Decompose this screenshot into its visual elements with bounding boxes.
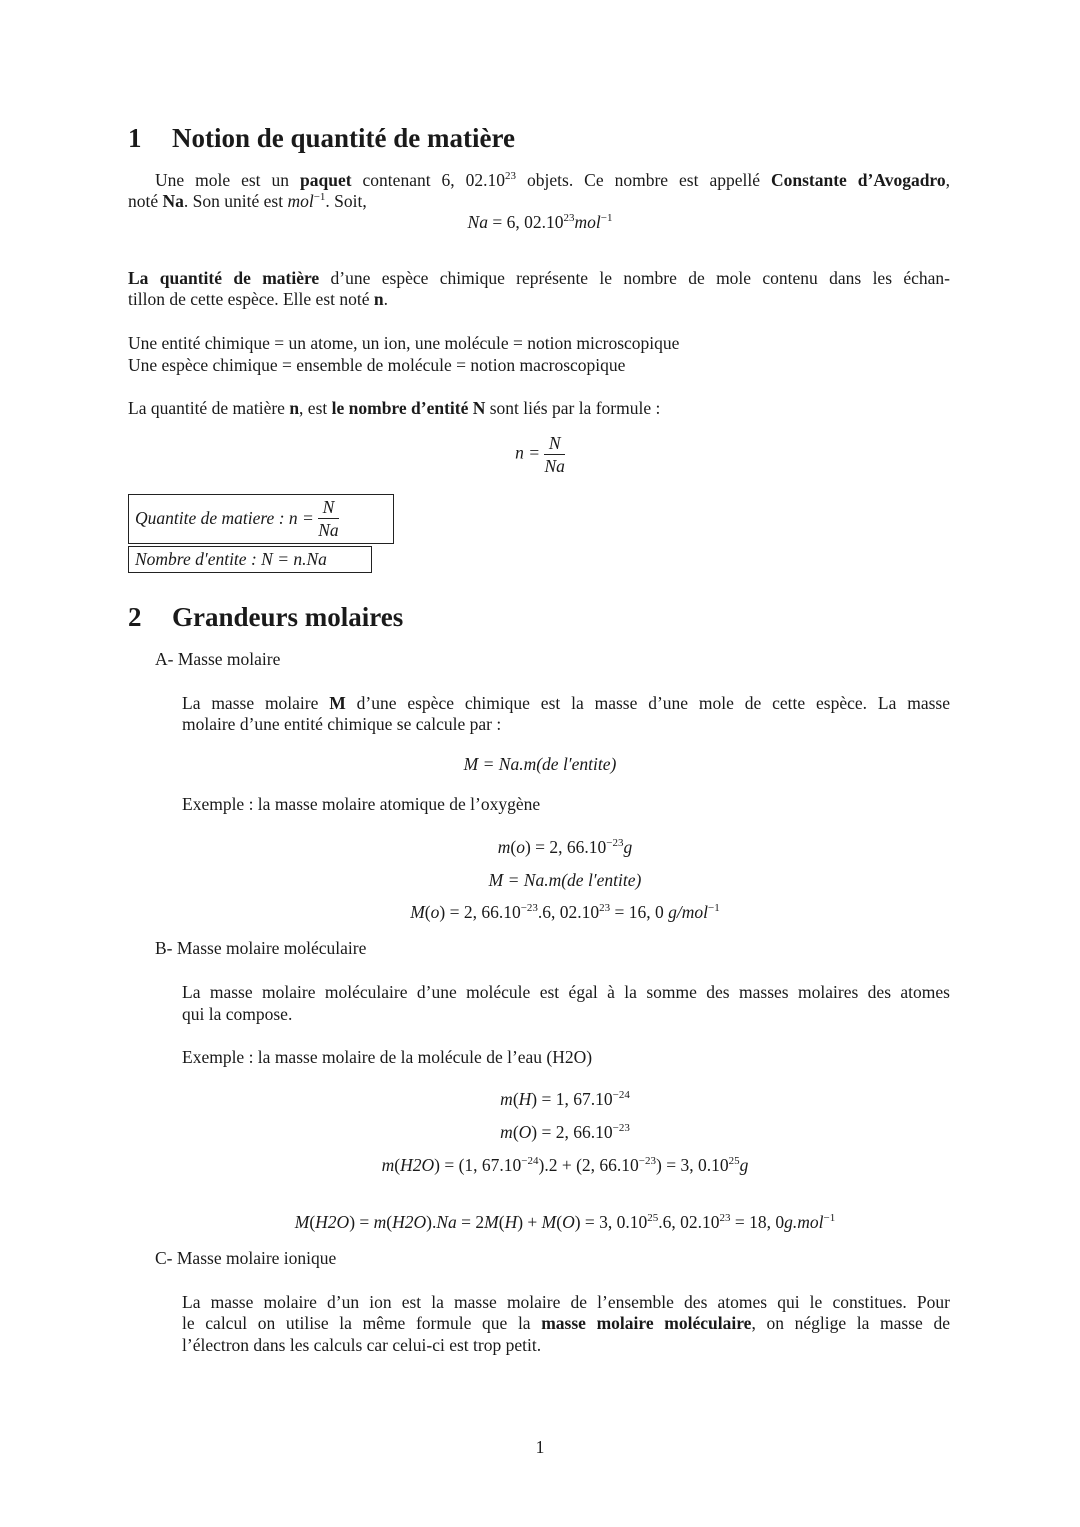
equation <box>0 870 1080 891</box>
equation <box>0 902 1080 923</box>
text-run: = 16, 0 <box>610 902 669 922</box>
example-label: Exemple : la masse molaire atomique de l’oxygène <box>182 794 541 814</box>
fraction <box>318 496 338 541</box>
text-run: , est <box>299 398 332 418</box>
text-run: g/mol <box>668 902 709 922</box>
text-run: M = Na.m(de l′entite) <box>488 870 642 890</box>
text-run: o <box>516 837 525 857</box>
text-run: ) = 3, 0.10 <box>574 1212 648 1232</box>
text-run: 23 <box>599 902 611 914</box>
text-run: ). <box>426 1212 437 1232</box>
text-run: Na <box>436 1212 457 1232</box>
text-run: 23 <box>505 170 517 182</box>
text-run: , on néglige la masse de <box>751 1313 950 1333</box>
text-run: = 2 <box>456 1212 485 1232</box>
numerator: N <box>544 432 564 455</box>
section-2-title: Grandeurs molaires <box>172 602 404 632</box>
species-definition: Une espèce chimique = ensemble de molécule = notion macroscopique <box>128 355 626 375</box>
entity-definition: Une entité chimique = un atome, un ion, une molécule = notion microscopique <box>128 333 680 353</box>
denominator: Na <box>318 520 339 540</box>
text-run: g <box>623 837 633 857</box>
text-run: m <box>381 1155 395 1175</box>
molecular-mass-paragraph-line: qui la compose. <box>182 1004 293 1024</box>
text-run: M <box>410 902 425 922</box>
text-run: ( <box>510 837 517 857</box>
equation <box>0 1212 1080 1233</box>
ionic-mass-paragraph-line: l’électron dans les calculs car celui-ci est trop petit. <box>182 1335 542 1355</box>
equation <box>0 1089 1080 1110</box>
text-run: , <box>945 170 951 190</box>
text-run: O <box>562 1212 575 1232</box>
text-run: ) = 2, 66.10 <box>439 902 521 922</box>
text-run: tillon de cette espèce. Elle est noté <box>128 289 374 309</box>
ionic-mass-paragraph-line <box>182 1313 950 1334</box>
text-run: m <box>497 837 511 857</box>
molar-mass-paragraph-line <box>182 693 950 714</box>
text-run: −23 <box>520 902 538 914</box>
text-run: O <box>518 1122 532 1142</box>
text-run: −23 <box>638 1155 657 1167</box>
text-run: d’une espèce chimique est la masse d’une mole de cette espèce. La masse <box>345 693 950 713</box>
text-run: H <box>518 1089 532 1109</box>
n-formula <box>0 432 1080 477</box>
example-label: Exemple : la masse molaire de la molécule de l’eau (H2O) <box>182 1047 593 1067</box>
text-run: le calcul on utilise la même formule que la <box>182 1313 542 1333</box>
text-run: n <box>373 289 384 309</box>
text-run: M <box>294 1212 310 1232</box>
text-run: g <box>739 1155 749 1175</box>
text-run: ( <box>512 1122 519 1142</box>
text-run: −23 <box>612 1122 630 1134</box>
equation <box>0 837 1080 858</box>
formula-intro <box>128 398 660 419</box>
text-run: ( <box>498 1212 505 1232</box>
text-run: ) = (1, 67.10 <box>434 1155 522 1175</box>
text-run: sont liés par la formule : <box>485 398 661 418</box>
text-run: −1 <box>313 191 326 203</box>
text-run: ).2 + (2, 66.10 <box>538 1155 639 1175</box>
section-2-number: 2 <box>128 602 142 632</box>
text-run: m <box>500 1122 513 1142</box>
avogadro-paragraph-line <box>128 191 367 212</box>
text-run: M <box>484 1212 499 1232</box>
text-run: le nombre d’entité N <box>331 398 486 418</box>
text-run: −1 <box>823 1212 836 1224</box>
text-run: −24 <box>521 1155 539 1167</box>
n-formula-lhs: n = <box>515 442 541 463</box>
text-run: ) = 1, 67.10 <box>531 1089 613 1109</box>
text-run: = 18, 0 <box>730 1212 785 1232</box>
text-run: contenant 6, 02.10 <box>351 170 506 190</box>
subsection-c-label: C- Masse molaire ionique <box>155 1248 337 1268</box>
text-run: ) = 2, 66.10 <box>524 837 607 857</box>
text-run: −23 <box>606 837 624 849</box>
text-run: m <box>373 1212 387 1232</box>
entity-formula-box <box>128 546 372 573</box>
text-run: mol <box>574 212 601 232</box>
text-run: masse molaire moléculaire <box>541 1313 752 1333</box>
text-run: ) = <box>349 1212 374 1232</box>
quantity-formula-box <box>128 494 394 544</box>
text-run: ( <box>512 1089 519 1109</box>
text-run: La masse molaire <box>182 693 330 713</box>
text-run: 25 <box>647 1212 659 1224</box>
text-run: ( <box>309 1212 316 1232</box>
text-run: m <box>500 1089 513 1109</box>
text-run: H <box>504 1212 518 1232</box>
text-run: Na <box>467 212 488 232</box>
text-run: ) = 2, 66.10 <box>531 1122 613 1142</box>
text-run: paquet <box>300 170 352 190</box>
text-run: d’une espèce chimique représente le nombre de mole contenu dans les échan- <box>319 268 950 288</box>
text-run: H2O <box>315 1212 350 1232</box>
page-number: 1 <box>535 1437 545 1457</box>
equation <box>0 1122 1080 1143</box>
text-run: 23 <box>563 212 575 224</box>
denominator: Na <box>544 456 565 476</box>
box-text: Nombre d′entite : N = n.Na <box>135 549 327 569</box>
text-run: . Son unité est <box>183 191 288 211</box>
ionic-mass-paragraph-line: La masse molaire d’un ion est la masse molaire de l’ensemble des atomes qui le constitues. Pour <box>182 1292 950 1312</box>
text-run: ) + <box>517 1212 542 1232</box>
text-run: noté <box>128 191 163 211</box>
text-run: La quantité de matière <box>128 398 290 418</box>
text-run: mol <box>287 191 314 211</box>
text-run: M = Na.m(de l′entite) <box>463 754 617 774</box>
text-run: H2O <box>392 1212 427 1232</box>
text-run: −1 <box>600 212 613 224</box>
text-run: n <box>289 398 300 418</box>
text-run: ( <box>386 1212 393 1232</box>
quantity-definition-line <box>128 289 388 310</box>
numerator: N <box>318 496 338 519</box>
section-1-number: 1 <box>128 123 142 153</box>
text-run: Constante d’Avogadro <box>770 170 946 190</box>
text-run: −1 <box>708 902 720 914</box>
text-run: La quantité de matière <box>128 268 320 288</box>
fraction <box>544 432 564 477</box>
text-run: .6, 02.10 <box>537 902 600 922</box>
avogadro-paragraph-line <box>155 170 950 191</box>
quantity-definition-line <box>128 268 950 289</box>
text-run: o <box>430 902 440 922</box>
text-run: 23 <box>719 1212 731 1224</box>
molar-mass-equation <box>0 754 1080 775</box>
text-run: H2O <box>400 1155 435 1175</box>
subsection-a-label: A- Masse molaire <box>155 649 281 669</box>
text-run: 25 <box>728 1155 740 1167</box>
text-run: Une mole est un <box>155 170 301 190</box>
section-1-title: Notion de quantité de matière <box>172 123 515 153</box>
text-run: ( <box>394 1155 401 1175</box>
text-run: . <box>383 289 388 309</box>
text-run: M <box>329 693 346 713</box>
text-run: ( <box>556 1212 563 1232</box>
equation <box>0 1155 1080 1176</box>
text-run: .6, 02.10 <box>658 1212 720 1232</box>
text-run: Na <box>162 191 184 211</box>
text-run: −24 <box>612 1089 630 1101</box>
text-run: g.mol <box>784 1212 824 1232</box>
molar-mass-paragraph-line: molaire d’une entité chimique se calcule par : <box>182 714 502 734</box>
subsection-b-label: B- Masse molaire moléculaire <box>155 938 367 958</box>
text-run: M <box>541 1212 557 1232</box>
text-run: ( <box>424 902 431 922</box>
text-run: ) = 3, 0.10 <box>656 1155 729 1175</box>
molecular-mass-paragraph-line: La masse molaire moléculaire d’une molécule est égal à la somme des masses molaires des atomes <box>182 982 950 1002</box>
avogadro-equation <box>0 212 1080 233</box>
text-run: objets. Ce nombre est appellé <box>516 170 771 190</box>
text-run: . Soit, <box>325 191 367 211</box>
box-lhs: Quantite de matiere : n = <box>135 508 314 528</box>
text-run: = 6, 02.10 <box>487 212 564 232</box>
